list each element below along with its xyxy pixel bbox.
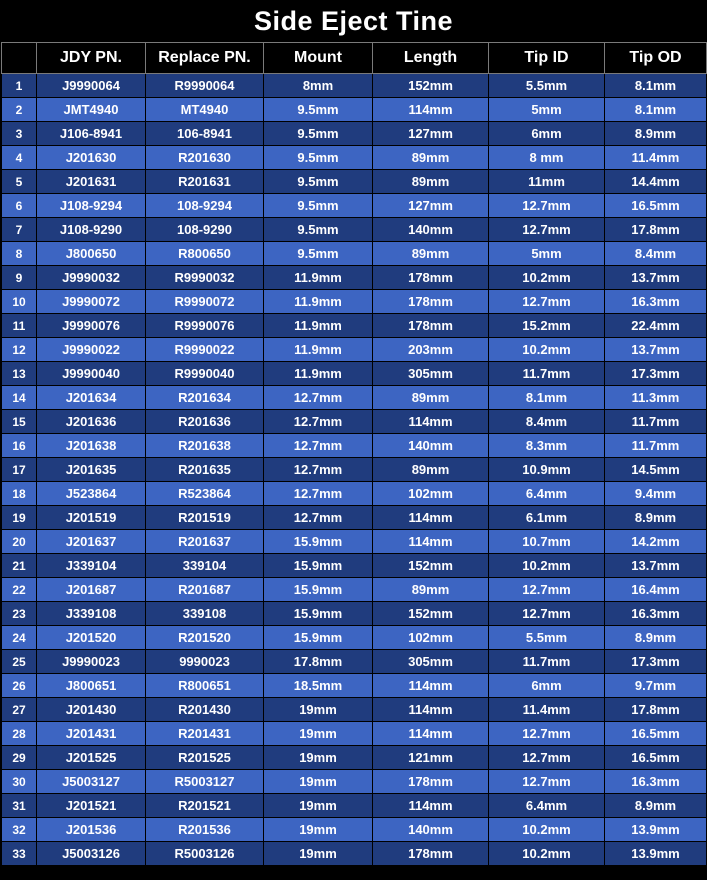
mount-cell: 9.5mm [264, 170, 373, 194]
table-row [2, 626, 707, 650]
mount-cell: 9.5mm [264, 146, 373, 170]
replace-pn-cell: MT4940 [146, 98, 264, 122]
length-cell: 89mm [373, 146, 489, 170]
mount-cell: 9.5mm [264, 218, 373, 242]
tip-od-cell: 9.7mm [605, 674, 707, 698]
length-cell: 114mm [373, 794, 489, 818]
jdy-pn-cell: J108-9290 [37, 218, 146, 242]
replace-pn-cell: R201638 [146, 434, 264, 458]
row-index-cell: 1 [2, 74, 37, 98]
length-cell: 127mm [373, 194, 489, 218]
replace-pn-cell: R201687 [146, 578, 264, 602]
jdy-pn-cell: J201634 [37, 386, 146, 410]
mount-cell: 15.9mm [264, 530, 373, 554]
table-row [2, 506, 707, 530]
tip-id-cell: 10.9mm [489, 458, 605, 482]
tip-od-cell: 8.9mm [605, 122, 707, 146]
replace-pn-cell: R5003127 [146, 770, 264, 794]
tip-od-cell: 11.3mm [605, 386, 707, 410]
mount-cell: 11.9mm [264, 314, 373, 338]
table-row [2, 410, 707, 434]
tip-od-cell: 8.9mm [605, 626, 707, 650]
mount-cell: 15.9mm [264, 602, 373, 626]
replace-pn-cell: R800651 [146, 674, 264, 698]
jdy-pn-cell: J9990076 [37, 314, 146, 338]
length-cell: 114mm [373, 98, 489, 122]
replace-pn-cell: R201634 [146, 386, 264, 410]
length-cell: 89mm [373, 386, 489, 410]
jdy-pn-cell: J9990023 [37, 650, 146, 674]
table-row [2, 530, 707, 554]
tip-id-cell: 12.7mm [489, 578, 605, 602]
replace-pn-cell: R523864 [146, 482, 264, 506]
row-index-cell: 32 [2, 818, 37, 842]
table-row [2, 146, 707, 170]
tip-id-cell: 12.7mm [489, 602, 605, 626]
table-row [2, 818, 707, 842]
row-index-cell: 30 [2, 770, 37, 794]
tip-id-cell: 10.7mm [489, 530, 605, 554]
jdy-pn-cell: J201519 [37, 506, 146, 530]
mount-cell: 15.9mm [264, 554, 373, 578]
table-row [2, 770, 707, 794]
row-index-cell: 2 [2, 98, 37, 122]
jdy-pn-cell: J9990032 [37, 266, 146, 290]
replace-pn-cell: R201521 [146, 794, 264, 818]
replace-pn-cell: R201635 [146, 458, 264, 482]
header-replace-pn: Replace PN. [146, 43, 264, 74]
table-row [2, 170, 707, 194]
jdy-pn-cell: J201631 [37, 170, 146, 194]
replace-pn-cell: 108-9290 [146, 218, 264, 242]
table-row [2, 242, 707, 266]
replace-pn-cell: R201519 [146, 506, 264, 530]
mount-cell: 9.5mm [264, 242, 373, 266]
mount-cell: 8mm [264, 74, 373, 98]
tip-id-cell: 12.7mm [489, 770, 605, 794]
tip-id-cell: 15.2mm [489, 314, 605, 338]
table-row [2, 698, 707, 722]
row-index-cell: 21 [2, 554, 37, 578]
replace-pn-cell: R201525 [146, 746, 264, 770]
length-cell: 127mm [373, 122, 489, 146]
table-row [2, 602, 707, 626]
tip-od-cell: 17.3mm [605, 650, 707, 674]
row-index-cell: 9 [2, 266, 37, 290]
row-index-cell: 12 [2, 338, 37, 362]
row-index-cell: 29 [2, 746, 37, 770]
tip-od-cell: 16.3mm [605, 770, 707, 794]
tip-od-cell: 17.8mm [605, 698, 707, 722]
length-cell: 114mm [373, 674, 489, 698]
tip-id-cell: 6mm [489, 674, 605, 698]
mount-cell: 11.9mm [264, 290, 373, 314]
tip-id-cell: 11mm [489, 170, 605, 194]
jdy-pn-cell: J201520 [37, 626, 146, 650]
replace-pn-cell: R9990032 [146, 266, 264, 290]
table-row [2, 266, 707, 290]
length-cell: 140mm [373, 434, 489, 458]
jdy-pn-cell: J9990040 [37, 362, 146, 386]
tip-od-cell: 14.2mm [605, 530, 707, 554]
row-index-cell: 7 [2, 218, 37, 242]
header-mount: Mount [264, 43, 373, 74]
jdy-pn-cell: J201521 [37, 794, 146, 818]
jdy-pn-cell: J201431 [37, 722, 146, 746]
row-index-cell: 18 [2, 482, 37, 506]
replace-pn-cell: R201637 [146, 530, 264, 554]
table-row [2, 218, 707, 242]
mount-cell: 11.9mm [264, 362, 373, 386]
tip-od-cell: 11.7mm [605, 410, 707, 434]
tip-id-cell: 10.2mm [489, 842, 605, 866]
row-index-cell: 27 [2, 698, 37, 722]
table-row [2, 746, 707, 770]
tip-id-cell: 8.3mm [489, 434, 605, 458]
jdy-pn-cell: J201630 [37, 146, 146, 170]
jdy-pn-cell: J9990072 [37, 290, 146, 314]
row-index-cell: 14 [2, 386, 37, 410]
replace-pn-cell: R5003126 [146, 842, 264, 866]
length-cell: 152mm [373, 602, 489, 626]
page-title: Side Eject Tine [253, 6, 454, 36]
replace-pn-cell: R9990022 [146, 338, 264, 362]
tip-od-cell: 8.4mm [605, 242, 707, 266]
mount-cell: 12.7mm [264, 482, 373, 506]
row-index-cell: 20 [2, 530, 37, 554]
mount-cell: 19mm [264, 722, 373, 746]
length-cell: 102mm [373, 482, 489, 506]
table-row [2, 650, 707, 674]
table-row [2, 98, 707, 122]
table-row [2, 674, 707, 698]
header-tip-od: Tip OD [605, 43, 707, 74]
length-cell: 140mm [373, 818, 489, 842]
tip-od-cell: 17.8mm [605, 218, 707, 242]
row-index-cell: 33 [2, 842, 37, 866]
jdy-pn-cell: J201525 [37, 746, 146, 770]
replace-pn-cell: 339104 [146, 554, 264, 578]
table-row [2, 458, 707, 482]
tip-od-cell: 11.7mm [605, 434, 707, 458]
jdy-pn-cell: J5003126 [37, 842, 146, 866]
replace-pn-cell: R201631 [146, 170, 264, 194]
length-cell: 178mm [373, 770, 489, 794]
tip-od-cell: 16.5mm [605, 722, 707, 746]
mount-cell: 15.9mm [264, 626, 373, 650]
table-row [2, 122, 707, 146]
replace-pn-cell: R9990072 [146, 290, 264, 314]
table-row [2, 194, 707, 218]
mount-cell: 18.5mm [264, 674, 373, 698]
header-tip-id: Tip ID [489, 43, 605, 74]
jdy-pn-cell: J339104 [37, 554, 146, 578]
row-index-cell: 31 [2, 794, 37, 818]
replace-pn-cell: R800650 [146, 242, 264, 266]
table-row [2, 338, 707, 362]
tip-od-cell: 14.5mm [605, 458, 707, 482]
mount-cell: 9.5mm [264, 98, 373, 122]
tip-id-cell: 6.4mm [489, 482, 605, 506]
tip-od-cell: 17.3mm [605, 362, 707, 386]
row-index-cell: 24 [2, 626, 37, 650]
replace-pn-cell: R201630 [146, 146, 264, 170]
tip-id-cell: 11.7mm [489, 362, 605, 386]
tip-od-cell: 8.9mm [605, 506, 707, 530]
table-body [2, 74, 707, 866]
jdy-pn-cell: J523864 [37, 482, 146, 506]
length-cell: 140mm [373, 218, 489, 242]
tip-od-cell: 14.4mm [605, 170, 707, 194]
mount-cell: 12.7mm [264, 410, 373, 434]
jdy-pn-cell: J201687 [37, 578, 146, 602]
row-index-cell: 13 [2, 362, 37, 386]
length-cell: 89mm [373, 170, 489, 194]
jdy-pn-cell: J201638 [37, 434, 146, 458]
tip-id-cell: 10.2mm [489, 338, 605, 362]
replace-pn-cell: R201636 [146, 410, 264, 434]
table-row [2, 722, 707, 746]
replace-pn-cell: 339108 [146, 602, 264, 626]
tip-od-cell: 8.1mm [605, 74, 707, 98]
tip-id-cell: 8.4mm [489, 410, 605, 434]
table-row [2, 74, 707, 98]
mount-cell: 9.5mm [264, 194, 373, 218]
tip-od-cell: 13.9mm [605, 842, 707, 866]
jdy-pn-cell: J201637 [37, 530, 146, 554]
jdy-pn-cell: J201430 [37, 698, 146, 722]
tip-id-cell: 12.7mm [489, 194, 605, 218]
length-cell: 305mm [373, 650, 489, 674]
tip-id-cell: 12.7mm [489, 746, 605, 770]
row-index-cell: 15 [2, 410, 37, 434]
jdy-pn-cell: J201635 [37, 458, 146, 482]
tip-id-cell: 11.4mm [489, 698, 605, 722]
mount-cell: 11.9mm [264, 338, 373, 362]
length-cell: 178mm [373, 266, 489, 290]
table-row [2, 314, 707, 338]
mount-cell: 19mm [264, 818, 373, 842]
row-index-cell: 6 [2, 194, 37, 218]
tip-od-cell: 13.7mm [605, 338, 707, 362]
tip-id-cell: 11.7mm [489, 650, 605, 674]
replace-pn-cell: R201430 [146, 698, 264, 722]
length-cell: 89mm [373, 242, 489, 266]
mount-cell: 19mm [264, 842, 373, 866]
jdy-pn-cell: J9990064 [37, 74, 146, 98]
jdy-pn-cell: J339108 [37, 602, 146, 626]
table-row [2, 434, 707, 458]
row-index-cell: 10 [2, 290, 37, 314]
jdy-pn-cell: J800650 [37, 242, 146, 266]
table-row [2, 578, 707, 602]
mount-cell: 12.7mm [264, 458, 373, 482]
jdy-pn-cell: J9990022 [37, 338, 146, 362]
tip-id-cell: 10.2mm [489, 554, 605, 578]
tip-od-cell: 16.5mm [605, 746, 707, 770]
table-row [2, 362, 707, 386]
length-cell: 178mm [373, 290, 489, 314]
replace-pn-cell: 9990023 [146, 650, 264, 674]
replace-pn-cell: R9990064 [146, 74, 264, 98]
length-cell: 114mm [373, 530, 489, 554]
tip-id-cell: 12.7mm [489, 722, 605, 746]
mount-cell: 11.9mm [264, 266, 373, 290]
tip-od-cell: 13.9mm [605, 818, 707, 842]
table-row [2, 482, 707, 506]
table-row [2, 290, 707, 314]
jdy-pn-cell: J201636 [37, 410, 146, 434]
length-cell: 114mm [373, 506, 489, 530]
tip-od-cell: 8.1mm [605, 98, 707, 122]
row-index-cell: 17 [2, 458, 37, 482]
jdy-pn-cell: J108-9294 [37, 194, 146, 218]
replace-pn-cell: R9990076 [146, 314, 264, 338]
length-cell: 89mm [373, 458, 489, 482]
jdy-pn-cell: J106-8941 [37, 122, 146, 146]
row-index-cell: 28 [2, 722, 37, 746]
length-cell: 305mm [373, 362, 489, 386]
tip-od-cell: 9.4mm [605, 482, 707, 506]
tip-od-cell: 16.5mm [605, 194, 707, 218]
tine-spec-table [1, 42, 707, 866]
jdy-pn-cell: J800651 [37, 674, 146, 698]
tip-id-cell: 6.4mm [489, 794, 605, 818]
tip-od-cell: 16.4mm [605, 578, 707, 602]
replace-pn-cell: 106-8941 [146, 122, 264, 146]
length-cell: 114mm [373, 410, 489, 434]
tip-od-cell: 13.7mm [605, 266, 707, 290]
tip-id-cell: 12.7mm [489, 218, 605, 242]
tip-id-cell: 8 mm [489, 146, 605, 170]
tip-id-cell: 12.7mm [489, 290, 605, 314]
tip-od-cell: 11.4mm [605, 146, 707, 170]
tip-id-cell: 6mm [489, 122, 605, 146]
header-length: Length [373, 43, 489, 74]
row-index-cell: 22 [2, 578, 37, 602]
row-index-cell: 3 [2, 122, 37, 146]
jdy-pn-cell: JMT4940 [37, 98, 146, 122]
length-cell: 102mm [373, 626, 489, 650]
row-index-cell: 23 [2, 602, 37, 626]
row-index-cell: 5 [2, 170, 37, 194]
mount-cell: 19mm [264, 770, 373, 794]
replace-pn-cell: 108-9294 [146, 194, 264, 218]
mount-cell: 19mm [264, 794, 373, 818]
length-cell: 114mm [373, 722, 489, 746]
row-index-cell: 4 [2, 146, 37, 170]
replace-pn-cell: R201536 [146, 818, 264, 842]
jdy-pn-cell: J5003127 [37, 770, 146, 794]
mount-cell: 15.9mm [264, 578, 373, 602]
tip-id-cell: 6.1mm [489, 506, 605, 530]
table-row [2, 386, 707, 410]
tip-od-cell: 22.4mm [605, 314, 707, 338]
tip-od-cell: 13.7mm [605, 554, 707, 578]
tip-id-cell: 5.5mm [489, 74, 605, 98]
tip-id-cell: 5mm [489, 98, 605, 122]
replace-pn-cell: R9990040 [146, 362, 264, 386]
length-cell: 121mm [373, 746, 489, 770]
replace-pn-cell: R201431 [146, 722, 264, 746]
tip-od-cell: 16.3mm [605, 602, 707, 626]
tip-od-cell: 8.9mm [605, 794, 707, 818]
header-index [2, 43, 37, 74]
tip-id-cell: 5mm [489, 242, 605, 266]
row-index-cell: 8 [2, 242, 37, 266]
mount-cell: 17.8mm [264, 650, 373, 674]
length-cell: 152mm [373, 74, 489, 98]
length-cell: 152mm [373, 554, 489, 578]
header-row [2, 43, 707, 74]
length-cell: 203mm [373, 338, 489, 362]
tip-id-cell: 5.5mm [489, 626, 605, 650]
tip-id-cell: 8.1mm [489, 386, 605, 410]
header-jdy-pn: JDY PN. [37, 43, 146, 74]
mount-cell: 12.7mm [264, 506, 373, 530]
replace-pn-cell: R201520 [146, 626, 264, 650]
row-index-cell: 26 [2, 674, 37, 698]
length-cell: 89mm [373, 578, 489, 602]
length-cell: 178mm [373, 842, 489, 866]
table-row [2, 554, 707, 578]
row-index-cell: 25 [2, 650, 37, 674]
tip-id-cell: 10.2mm [489, 266, 605, 290]
row-index-cell: 16 [2, 434, 37, 458]
mount-cell: 12.7mm [264, 434, 373, 458]
mount-cell: 19mm [264, 746, 373, 770]
table-row [2, 794, 707, 818]
length-cell: 178mm [373, 314, 489, 338]
mount-cell: 12.7mm [264, 386, 373, 410]
tip-od-cell: 16.3mm [605, 290, 707, 314]
length-cell: 114mm [373, 698, 489, 722]
tip-id-cell: 10.2mm [489, 818, 605, 842]
jdy-pn-cell: J201536 [37, 818, 146, 842]
row-index-cell: 19 [2, 506, 37, 530]
mount-cell: 19mm [264, 698, 373, 722]
table-row [2, 842, 707, 866]
row-index-cell: 11 [2, 314, 37, 338]
mount-cell: 9.5mm [264, 122, 373, 146]
